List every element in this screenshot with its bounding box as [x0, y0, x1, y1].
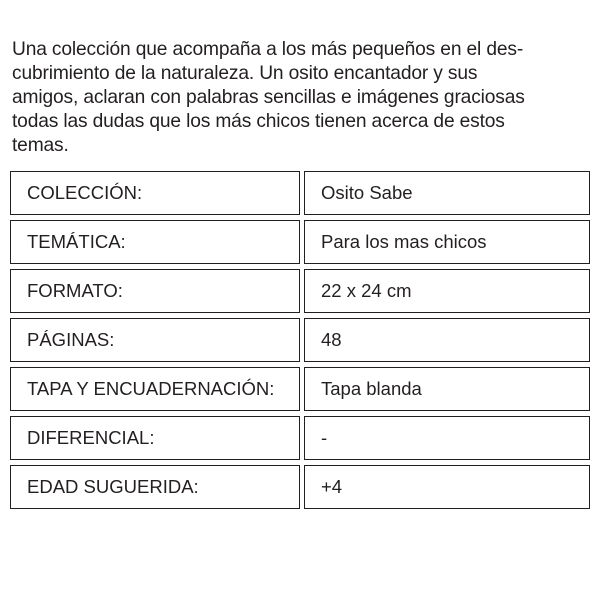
- description-line: todas las dudas que los más chicos tienen acerca de estos: [12, 111, 505, 132]
- description-line: temas.: [12, 135, 69, 156]
- spec-value: 48: [304, 318, 590, 362]
- spec-row-paginas: [10, 318, 590, 362]
- description-line: amigos, aclaran con palabras sencillas e imágenes graciosas: [12, 87, 525, 108]
- spec-label: COLECCIÓN:: [10, 171, 300, 215]
- spec-value: +4: [304, 465, 590, 509]
- spec-value: 22 x 24 cm: [304, 269, 590, 313]
- spec-value: -: [304, 416, 590, 460]
- collection-description: [12, 38, 590, 158]
- description-line: Una colección que acompaña a los más pequeños en el des-: [12, 39, 524, 60]
- spec-row-tematica: [10, 220, 590, 264]
- spec-value: Tapa blanda: [304, 367, 590, 411]
- spec-label: TAPA Y ENCUADERNACIÓN:: [10, 367, 300, 411]
- spec-value: Para los mas chicos: [304, 220, 590, 264]
- spec-value: Osito Sabe: [304, 171, 590, 215]
- spec-row-tapa: [10, 367, 590, 411]
- spec-label: PÁGINAS:: [10, 318, 300, 362]
- spec-row-edad: [10, 465, 590, 509]
- spec-label: TEMÁTICA:: [10, 220, 300, 264]
- spec-row-coleccion: [10, 171, 590, 215]
- spec-label: FORMATO:: [10, 269, 300, 313]
- spec-row-diferencial: [10, 416, 590, 460]
- description-line: cubrimiento de la naturaleza. Un osito encantador y sus: [12, 63, 478, 84]
- spec-row-formato: [10, 269, 590, 313]
- spec-label: EDAD SUGUERIDA:: [10, 465, 300, 509]
- spec-label: DIFERENCIAL:: [10, 416, 300, 460]
